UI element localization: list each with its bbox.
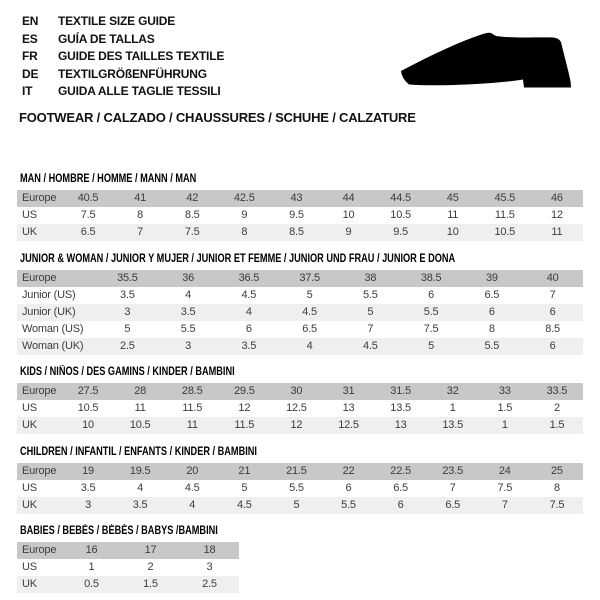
size-table-man [17, 190, 583, 241]
size-cell: 2.5 [120, 340, 135, 352]
size-cell: 12.5 [286, 402, 307, 414]
size-cell: 10 [82, 419, 94, 431]
section-kids [17, 366, 583, 434]
size-cell: 46 [551, 192, 563, 204]
row-label: UK [22, 419, 37, 431]
size-cell: 38.5 [420, 272, 442, 284]
size-cell: 35.5 [117, 272, 138, 284]
size-table-kids [17, 383, 583, 434]
language-code: FR [22, 49, 38, 63]
size-cell: 42.5 [234, 192, 255, 204]
size-cell: 4 [245, 306, 252, 318]
size-cell: 11.5 [494, 209, 515, 221]
size-cell: 29.5 [234, 385, 255, 397]
size-cell: 11 [186, 419, 198, 431]
language-code: IT [22, 84, 33, 98]
size-cell: 6 [549, 306, 556, 318]
size-cell: 33 [498, 385, 511, 397]
section-title: CHILDREN / INFANTIL / ENFANTS / KINDER / BAMBINI [20, 446, 257, 458]
size-cell: 11.5 [182, 402, 203, 414]
size-cell: 8 [241, 226, 248, 238]
table-row [17, 480, 583, 497]
language-code: ES [22, 31, 38, 46]
table-row [17, 542, 239, 559]
size-cell: 1 [501, 419, 508, 431]
size-cell: 5 [293, 499, 300, 511]
size-cell: 45 [446, 192, 459, 204]
row-label: Junior (US) [22, 289, 76, 301]
row-label: Europe [22, 272, 57, 284]
table-row [17, 270, 583, 287]
size-cell: 10 [446, 226, 459, 238]
size-cell: 7 [367, 323, 374, 335]
language-row [22, 13, 224, 31]
table-row [17, 321, 583, 338]
size-cell: 27.5 [77, 385, 99, 397]
size-cell: 7 [449, 482, 456, 494]
size-cell: 12.5 [338, 419, 359, 431]
size-cell: 11 [551, 226, 563, 238]
row-label: Junior (UK) [22, 306, 76, 318]
section-babies [17, 525, 267, 593]
size-cell: 38 [364, 272, 377, 284]
size-cell: 3 [185, 340, 192, 352]
size-cell: 9 [241, 209, 248, 221]
size-cell: 10.5 [129, 419, 151, 431]
size-cell: 3.5 [120, 289, 135, 301]
size-cell: 4.5 [236, 499, 252, 511]
size-cell: 13 [342, 402, 355, 414]
size-cell: 13.5 [442, 419, 463, 431]
size-cell: 24 [498, 465, 511, 477]
size-cell: 1.5 [497, 402, 513, 414]
language-code: DE [22, 66, 39, 81]
size-cell: 17 [144, 544, 157, 556]
section-man [17, 173, 583, 241]
size-cell: 12 [290, 419, 303, 431]
language-label: TEXTILGRÖßENFÜHRUNG [58, 66, 207, 81]
size-cell: 4 [185, 289, 192, 301]
size-cell: 6 [488, 306, 495, 318]
table-row [17, 224, 583, 241]
size-cell: 32 [446, 385, 459, 397]
table-row [17, 576, 239, 593]
size-cell: 36 [182, 272, 195, 284]
size-cell: 20 [186, 465, 199, 477]
language-row [22, 66, 224, 84]
size-cell: 1 [88, 561, 95, 573]
size-cell: 6.5 [445, 499, 461, 511]
language-label: GUIDE DES TAILLES TEXTILE [58, 49, 225, 63]
size-cell: 7.5 [497, 482, 513, 494]
size-cell: 2.5 [202, 578, 217, 590]
section-title: BABIES / BEBÉS / BÉBÉS / BABYS /BAMBINI [20, 525, 218, 537]
row-label: Woman (UK) [22, 340, 84, 352]
size-cell: 3 [206, 561, 213, 573]
size-cell: 21 [238, 465, 251, 477]
size-table-junior-woman [17, 270, 583, 355]
size-cell: 3.5 [241, 340, 257, 352]
size-cell: 31 [342, 385, 355, 397]
size-cell: 8 [553, 482, 560, 494]
size-cell: 22.5 [390, 465, 411, 477]
size-cell: 43 [290, 192, 303, 204]
size-cell: 16 [85, 544, 98, 556]
size-cell: 19 [82, 465, 94, 477]
size-cell: 22 [342, 465, 355, 477]
size-cell: 6 [397, 499, 404, 511]
size-cell: 2 [553, 402, 560, 414]
size-cell: 44 [342, 192, 355, 204]
size-cell: 6.5 [393, 482, 408, 494]
size-cell: 9.5 [289, 209, 304, 221]
row-label: US [22, 209, 37, 221]
size-cell: 18 [203, 544, 216, 556]
row-label: UK [22, 226, 37, 238]
size-cell: 4 [189, 499, 196, 511]
size-cell: 5 [367, 306, 374, 318]
size-cell: 5.5 [341, 499, 356, 511]
size-cell: 9.5 [393, 226, 408, 238]
section-title: KIDS / NIÑOS / DES GAMINS / KINDER / BAMBINI [20, 366, 235, 378]
size-cell: 5.5 [289, 482, 304, 494]
size-cell: 5 [428, 340, 435, 352]
size-cell: 5.5 [363, 289, 378, 301]
size-cell: 10.5 [494, 226, 516, 238]
row-label: Europe [22, 544, 57, 556]
size-cell: 3.5 [180, 306, 196, 318]
size-cell: 4.5 [184, 482, 200, 494]
table-row [17, 207, 583, 224]
size-cell: 6.5 [302, 323, 317, 335]
size-cell: 45.5 [494, 192, 516, 204]
size-cell: 8.5 [184, 209, 200, 221]
language-label: GUIDA ALLE TAGLIE TESSILI [58, 84, 221, 98]
shoe-icon [398, 30, 573, 90]
language-code: EN [22, 14, 39, 28]
size-cell: 1 [449, 402, 456, 414]
language-row [22, 48, 224, 66]
size-cell: 31.5 [390, 385, 411, 397]
size-cell: 11 [134, 402, 146, 414]
size-table-children [17, 463, 583, 514]
size-cell: 7.5 [423, 323, 439, 335]
size-cell: 4.5 [241, 289, 257, 301]
size-cell: 40.5 [77, 192, 99, 204]
size-cell: 7.5 [80, 209, 96, 221]
size-cell: 8.5 [289, 226, 304, 238]
size-cell: 30 [290, 385, 303, 397]
table-row [17, 497, 583, 514]
table-row [17, 400, 583, 417]
size-cell: 1.5 [143, 578, 158, 590]
row-label: Europe [22, 192, 57, 204]
size-cell: 10 [342, 209, 355, 221]
size-cell: 12 [551, 209, 563, 221]
section-title: JUNIOR & WOMAN / JUNIOR Y MUJER / JUNIOR ET FEMME / JUNIOR UND FRAU / JUNIOR E DONA [20, 253, 456, 265]
size-cell: 10.5 [77, 402, 99, 414]
size-cell: 7 [501, 499, 508, 511]
table-row [17, 559, 239, 576]
size-cell: 44.5 [390, 192, 411, 204]
size-cell: 42 [186, 192, 199, 204]
size-cell: 7 [137, 226, 144, 238]
size-cell: 8.5 [545, 323, 560, 335]
language-title-list [22, 13, 224, 101]
size-cell: 13.5 [390, 402, 411, 414]
size-cell: 6 [428, 289, 435, 301]
size-cell: 4.5 [363, 340, 378, 352]
section-junior-woman [17, 253, 583, 355]
table-row [17, 338, 583, 355]
size-cell: 3.5 [80, 482, 96, 494]
table-row [17, 190, 583, 207]
size-cell: 28 [134, 385, 147, 397]
size-cell: 10.5 [390, 209, 411, 221]
row-label: UK [22, 578, 37, 590]
size-table-babies [17, 542, 239, 593]
size-cell: 5 [124, 323, 131, 335]
size-cell: 12 [238, 402, 251, 414]
language-label: GUÍA DE TALLAS [58, 31, 155, 46]
row-label: Europe [22, 385, 57, 397]
size-cell: 7.5 [549, 499, 565, 511]
table-row [17, 383, 583, 400]
size-cell: 40 [546, 272, 559, 284]
size-cell: 6 [549, 340, 556, 352]
size-cell: 8 [488, 323, 495, 335]
size-cell: 11.5 [234, 419, 255, 431]
row-label: US [22, 561, 37, 573]
size-cell: 8 [137, 209, 144, 221]
row-label: Europe [22, 465, 57, 477]
size-cell: 21.5 [286, 465, 307, 477]
category-heading: FOOTWEAR / CALZADO / CHAUSSURES / SCHUHE / CALZATURE [19, 110, 416, 125]
size-cell: 19.5 [129, 465, 151, 477]
size-cell: 7 [549, 289, 556, 301]
size-cell: 39 [485, 272, 498, 284]
size-cell: 4 [137, 482, 144, 494]
language-row [22, 83, 224, 101]
language-label: TEXTILE SIZE GUIDE [58, 14, 176, 28]
size-cell: 28.5 [181, 385, 203, 397]
section-title: MAN / HOMBRE / HOMME / MANN / MAN [20, 173, 197, 185]
size-cell: 11 [447, 209, 459, 221]
size-cell: 6 [345, 482, 352, 494]
language-row [22, 31, 224, 49]
size-cell: 1.5 [549, 419, 565, 431]
size-cell: 3.5 [132, 499, 148, 511]
size-cell: 5.5 [423, 306, 439, 318]
size-cell: 6.5 [484, 289, 500, 301]
section-children [17, 446, 583, 514]
size-cell: 36.5 [238, 272, 260, 284]
table-row [17, 287, 583, 304]
size-cell: 6.5 [80, 226, 96, 238]
size-cell: 3 [124, 306, 131, 318]
size-cell: 5.5 [180, 323, 196, 335]
size-cell: 4.5 [302, 306, 317, 318]
size-cell: 7.5 [184, 226, 200, 238]
size-cell: 0.5 [84, 578, 99, 590]
row-label: US [22, 402, 37, 414]
size-cell: 3 [85, 499, 91, 511]
size-cell: 37.5 [299, 272, 320, 284]
size-cell: 33.5 [546, 385, 568, 397]
row-label: Woman (US) [22, 323, 84, 335]
table-row [17, 417, 583, 434]
size-cell: 23.5 [442, 465, 463, 477]
row-label: UK [22, 499, 37, 511]
size-cell: 25 [551, 465, 563, 477]
row-label: US [22, 482, 37, 494]
table-row [17, 304, 583, 321]
size-cell: 6 [245, 323, 252, 335]
size-cell: 9 [345, 226, 352, 238]
table-row [17, 463, 583, 480]
size-cell: 13 [394, 419, 407, 431]
size-cell: 41 [134, 192, 147, 204]
size-cell: 5 [306, 289, 313, 301]
size-cell: 5 [241, 482, 248, 494]
size-cell: 2 [147, 561, 154, 573]
size-cell: 5.5 [484, 340, 500, 352]
size-cell: 4 [306, 340, 313, 352]
